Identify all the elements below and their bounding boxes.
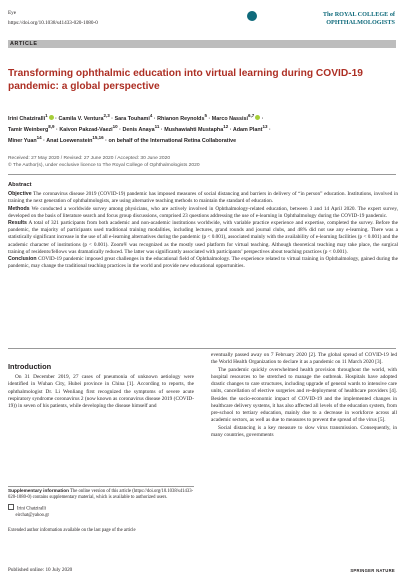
paragraph: On 31 December 2019, 27 cases of pneumonia of unknown aetiology were identified in Wuhan City, Hubei province in China [1]. According to reports, the ophthalmologist Dr. Li Wenliang first recognized the symptoms of severe acute respiratory syndrome coronavirus 2 (now known as coronavirus disease 2019 (COVID-19)) in seven of his patients, while developing the disease himself and (8, 374, 194, 409)
objective-text: The coronavirus disease 2019 (COVID-19) pandemic has imposed measures of social distancing and barriers in delivery of “in person” education. Institutions, involved in training the next generation of ophthalmologists, are using alternative teaching methods to maintain the standard of education. (8, 191, 398, 205)
abstract-heading: Abstract (8, 182, 32, 188)
article-type-bar (8, 40, 396, 48)
abstract-section (8, 182, 398, 270)
supplementary-text[interactable]: The online version of this article (https://doi.org/10.1038/s41433-020-1080-0) contains supplementary material, which is available to authorized users. (8, 489, 194, 501)
author-group: on behalf of the International Retina Collaborative (108, 137, 237, 144)
author-affiliation: 14 (36, 135, 42, 140)
author-affiliation: 10 (112, 124, 118, 129)
author-name[interactable]: Camila V. Ventura (58, 115, 104, 122)
body-column-left (8, 374, 194, 410)
article-type-label: ARTICLE (10, 40, 38, 47)
publisher-name: SPRINGER NATURE (350, 568, 395, 573)
orcid-icon[interactable] (255, 115, 260, 120)
conclusion-label: Conclusion (8, 256, 37, 263)
section-heading: Introduction (8, 362, 52, 371)
article-dates (8, 155, 200, 169)
author-name[interactable]: Rhianon Reynolds (157, 115, 205, 122)
author-name[interactable]: Anat Loewenstein (46, 137, 93, 144)
author-affiliation: 6,7 (248, 113, 255, 118)
publisher-logo (245, 5, 395, 27)
doi-link[interactable]: https://doi.org/10.1038/s41433-020-1080-0 (8, 20, 98, 26)
supplementary-label: Supplementary information (8, 488, 69, 493)
journal-name: Eye (8, 10, 17, 16)
author-affiliation: 8,9 (48, 124, 55, 129)
author-affiliation: 11 (154, 124, 160, 129)
footnote-divider (8, 486, 194, 487)
extended-author-note: Extended author information available on the last page of the article (8, 528, 136, 533)
author-affiliation: 2,3 (103, 113, 110, 118)
objective-label: Objective (8, 191, 32, 198)
orcid-icon[interactable] (49, 115, 54, 120)
correspondence (8, 504, 49, 519)
paragraph: Social distancing is a key measure to slow virus transmission. Consequently, in many countries, governments (211, 424, 397, 438)
author-affiliation: 1 (45, 113, 48, 118)
methods-text: We conducted a worldwide survey among physicians, who are actively involved in Ophthalmology-related education, between 3 and 14 April 2020. The expert survey, developed on the basis of literature search and focus group discussions, comprised 23 questions addressing the use of e-learning in Ophthalmology during the COVID-19 pandemic. (8, 205, 399, 219)
crest-icon (247, 11, 257, 21)
logo-line-2: OPHTHALMOLOGISTS (326, 19, 395, 26)
author-name[interactable]: Mushawiahti Mustapha (164, 126, 224, 133)
divider (8, 174, 396, 175)
methods-label: Methods (8, 205, 30, 212)
correspondence-name: Irini Chatziralli (17, 506, 47, 512)
supplementary-note (8, 488, 194, 501)
results-text: A total of 321 participants from both academic and non-academic institutions worldwide, with variable practice experience and expertise, completed the survey. Before the pandemic, the majority of participants used traditional training modalities, including lectures, grand rounds and journal clubs, and 48% did not use any e-learning. There was a statistically significant increase in the use of all e-learning alternatives during the pandemic (p < 0.001), associated mainly with the availability of e-learning facilities (p < 0.001) and the academic character of institutions (p < 0.001). Zoom® was recognized as the mostly used platform for virtual teaching. Although theoretical teaching may take place, the surgical training of residents/fellows was dramatically reduced. The latter was significantly associated with participants’ perspectives about teaching practices (p < 0.001). (8, 220, 398, 255)
author-name[interactable]: Sara Touhami (114, 115, 150, 122)
author-name[interactable]: Miner Yuan (8, 137, 37, 144)
author-name[interactable]: Denis Anaya (122, 126, 155, 133)
published-date: Published online: 10 July 2020 (8, 567, 73, 573)
paragraph: eventually passed away on 7 February 2020 [2]. The global spread of COVID-19 led the World Health Organization to declare it as a pandemic on 11 March 2020 [3]. (211, 352, 397, 366)
results-label: Results (8, 220, 27, 227)
paragraph: The pandemic quickly overwhelmed health provision throughout the world, with hospital resources to be stretched to manage the outbreak. Hospitals have adopted drastic changes to care structures, including upgrade of general wards to intensive care units, cancellation of elective surgeries and re-deployment of healthcare providers [4]. Besides the socio-economic impact of COVID-19 and the implemented changes in healthcare delivery systems, it has also affected all levels of the education system, from pre-school to tertiary education, mainly due to a decrease in workforce across all academic sectors, as well as due to measures to prevent the spread of the virus [5]. (211, 366, 397, 424)
author-affiliation: 4 (149, 113, 153, 118)
author-list: Irini Chatziralli$^1$ · Camila V. Ventura$^{2,3}$ · Sara Touhami$^4$ · Rhianon Reynolds$^5$ · Marco Nassisi$^{6,7}$ · Tamir Weinberg$^{8,9}$ · Kaivon Pakzad-Vaezi$^{10}$ · Denis Anaya$^{11}$ · Mushawiahti Mustapha$^{12}$ · Adam Plant$^{13}$ · Miner Yuan$^{14}$ · Anat Loewenstein$^{15,16}$ · on behalf of the International Retina Collaborative (8, 113, 271, 144)
author-name[interactable]: Kaivon Pakzad-Vaezi (59, 126, 113, 133)
article-title: Transforming ophthalmic education into virtual learning during COVID-19 pandemic: a global perspective (8, 68, 363, 92)
author-affiliation: 13 (262, 124, 268, 129)
author-affiliation: 5 (204, 113, 207, 118)
logo-line-1: The ROYAL COLLEGE of (322, 11, 395, 18)
author-name[interactable]: Tamir Weinberg (8, 126, 49, 133)
author-name[interactable]: Irini Chatziralli (8, 115, 46, 122)
author-affiliation: 15,16 (92, 135, 104, 140)
divider (8, 348, 396, 349)
author-name[interactable]: Marco Nassisi (211, 115, 249, 122)
body-column-right (211, 352, 397, 439)
history-dates: Received: 27 May 2020 / Revised: 27 June 2020 / Accepted: 30 June 2020 (8, 156, 171, 161)
envelope-icon (8, 504, 14, 510)
author-name[interactable]: Adam Plant (232, 126, 263, 133)
conclusion-text: COVID-19 pandemic imposed great challenges in the educational field of Ophthalmology. The experience related to virtual training in Ophthalmology, gained during the pandemic, may change the traditional teaching practices in the world and provide new educational opportunities. (8, 256, 398, 270)
author-affiliation: 12 (223, 124, 229, 129)
copyright-notice: © The Author(s), under exclusive licence to The Royal College of Ophthalmologists 2020 (8, 163, 200, 168)
correspondence-email[interactable]: eirchat@yahoo.gr (15, 512, 50, 518)
